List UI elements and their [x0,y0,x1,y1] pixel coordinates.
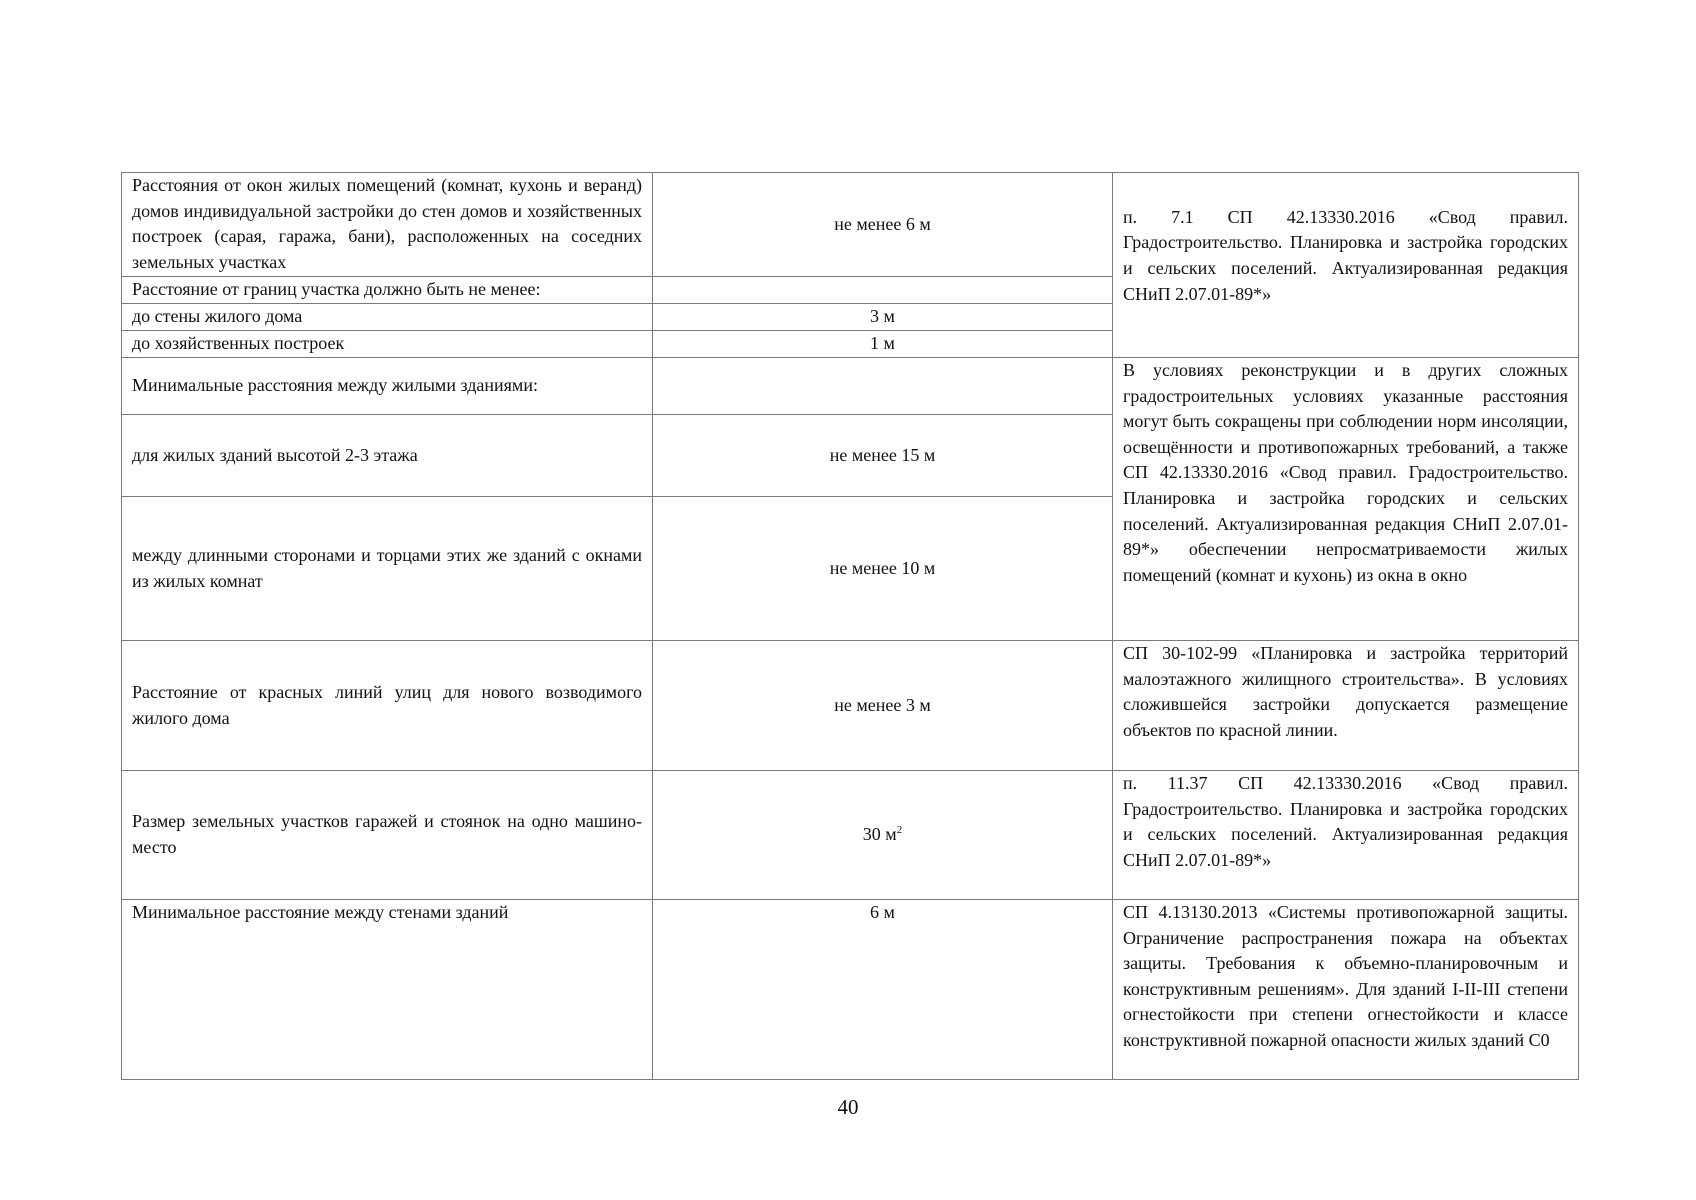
row-value: не менее 3 м [653,641,1113,771]
row-label: Расстояние от красных линий улиц для нового возводимого жилого дома [122,641,653,771]
table-row [122,641,1579,771]
row-label: Расстояния от окон жилых помещений (комнат, кухонь и веранд) домов индивидуальной застройки до стен домов и хозяйственных построек (сарая, гаража, бани), расположенных на соседних земельных участках [122,173,653,277]
table-row [122,173,1579,277]
table-row [122,358,1579,415]
row-value: не менее 10 м [653,497,1113,641]
value-superscript: 2 [896,824,903,837]
table-row [122,900,1579,1080]
reference-cell: В условиях реконструкции и в других сложных градостроительных условиях указанные расстояния могут быть сокращены при соблюдении норм инсоляции, освещённости и противопожарных требований, а также СП 42.13330.2016 «Свод правил. Градостроительство. Планировка и застройка городских и сельских поселений. Актуализированная редакция СНиП 2.07.01-89*» обеспечении непросматриваемости жилых помещений (комнат и кухонь) из окна в окно [1113,358,1579,641]
row-value: 1 м [653,331,1113,358]
row-value [653,771,1113,900]
row-label: до стены жилого дома [122,304,653,331]
row-label: до хозяйственных построек [122,331,653,358]
row-label: Расстояние от границ участка должно быть не менее: [122,277,653,304]
reference-cell: СП 30-102-99 «Планировка и застройка территорий малоэтажного жилищного строительства». В условиях сложившейся застройки допускается размещение объектов по красной линии. [1113,641,1579,771]
reference-cell: п. 11.37 СП 42.13330.2016 «Свод правил. Градостроительство. Планировка и застройка городских и сельских поселений. Актуализированная редакция СНиП 2.07.01-89*» [1113,771,1579,900]
row-value: 3 м [653,304,1113,331]
table-row [122,771,1579,900]
regulations-table [121,172,1579,1080]
row-value: не менее 6 м [653,173,1113,277]
row-label: между длинными сторонами и торцами этих же зданий с окнами из жилых комнат [122,497,653,641]
row-value [653,358,1113,415]
row-value: 6 м [653,900,1113,1080]
reference-cell: СП 4.13130.2013 «Системы противопожарной защиты. Ограничение распространения пожара на объектах защиты. Требования к объемно-планировочным и конструктивным решениям». Для зданий I-II-III степени огнестойкости при степени огнестойкости и классе конструктивной пожарной опасности жилых зданий С0 [1113,900,1579,1080]
row-label: для жилых зданий высотой 2-3 этажа [122,415,653,497]
row-value [653,277,1113,304]
reference-cell: п. 7.1 СП 42.13330.2016 «Свод правил. Градостроительство. Планировка и застройка городских и сельских поселений. Актуализированная редакция СНиП 2.07.01-89*» [1113,173,1579,358]
row-label: Минимальные расстояния между жилыми зданиями: [122,358,653,415]
value-text: 30 м [862,824,897,845]
page-number: 40 [837,1095,859,1119]
row-label: Размер земельных участков гаражей и стоянок на одно машино-место [122,771,653,900]
row-label: Минимальное расстояние между стенами зданий [122,900,653,1080]
row-value: не менее 15 м [653,415,1113,497]
